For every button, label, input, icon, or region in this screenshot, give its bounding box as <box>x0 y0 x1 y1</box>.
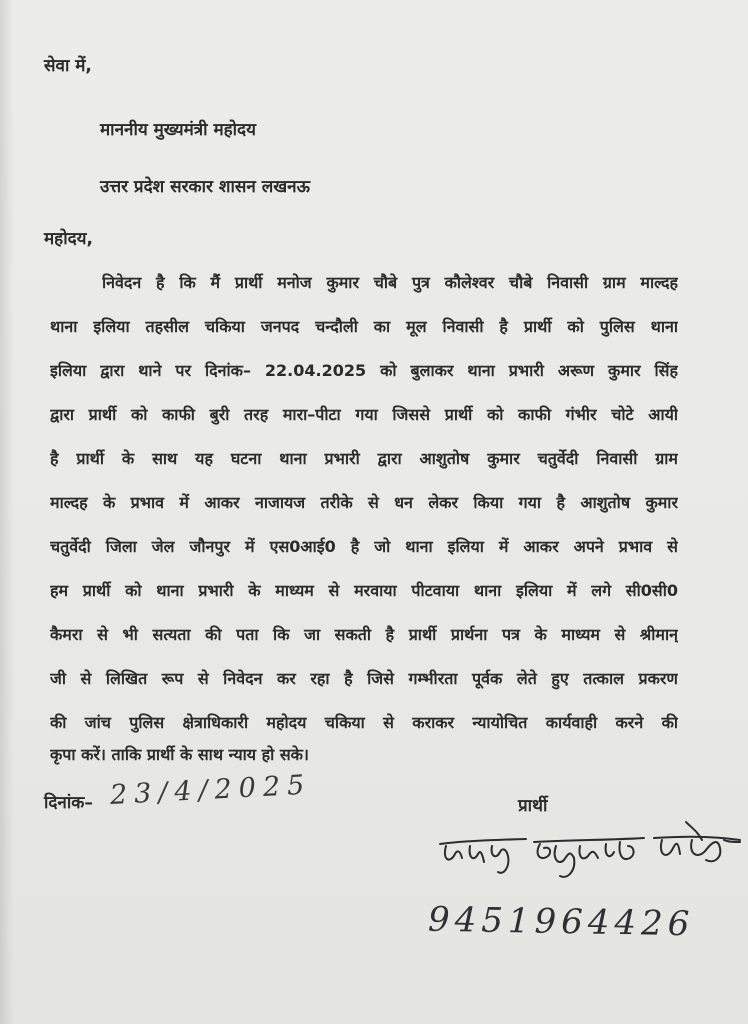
applicant-label: प्रार्थी <box>518 796 548 816</box>
body-line: की जांच पुलिस क्षेत्राधिकारी महोदय चकिया से कराकर न्यायोचित कार्यवाही करने की <box>50 713 678 732</box>
addressee-line-1: माननीय मुख्यमंत्री महोदय <box>100 120 256 140</box>
body-line: इलिया द्वारा थाने पर दिनांक– 22.04.2025 को बुलाकर थाना प्रभारी अरूण कुमार सिंह <box>50 361 678 380</box>
body-line: जी से लिखित रूप से निवेदन कर रहा है जिसे गम्भीरता पूर्वक लेते हुए तत्काल प्रकरण <box>50 669 678 688</box>
body-line: है प्रार्थी के साथ यह घटना थाना प्रभारी द्वारा आशुतोष कुमार चतुर्वेदी निवासी ग्राम <box>50 449 678 468</box>
handwritten-date: 23/4/2025 <box>109 769 312 811</box>
body-line: कैमरा से भी सत्यता की पता कि जा सकती है प्रार्थी प्रार्थना पत्र के माध्यम से श्रीमान् <box>50 625 678 644</box>
body-line: चतुर्वेदी जिला जेल जौनपुर में एस0आई0 है जो थाना इलिया में आकर अपने प्रभाव से <box>50 537 678 556</box>
signature-icon <box>422 810 742 890</box>
body-line: कृपा करें। ताकि प्रार्थी के साथ न्याय हो सके। <box>50 745 309 764</box>
body-line: हम प्रार्थी को थाना प्रभारी के माध्यम से मरवाया पीटवाया थाना इलिया में लगे सी0सी0 <box>50 581 678 600</box>
handwritten-phone-number: 9451964426 <box>427 899 695 945</box>
body-line: थाना इलिया तहसील चकिया जनपद चन्दौली का मूल निवासी है प्रार्थी को पुलिस थाना <box>50 317 678 336</box>
handwritten-signature <box>422 810 742 894</box>
salutation: सेवा में, <box>44 56 92 76</box>
body-line: माल्दह के प्रभाव में आकर नाजायज तरीके से धन लेकर किया गया है आशुतोष कुमार <box>50 493 678 512</box>
date-label: दिनांक– <box>44 793 93 813</box>
body-line: निवेदन है कि मैं प्रार्थी मनोज कुमार चौबे पुत्र कौलेश्वर चौबे निवासी ग्राम माल्दह <box>102 273 678 292</box>
page-edge-shadow <box>0 0 14 1024</box>
addressee-line-2: उत्तर प्रदेश सरकार शासन लखनऊ <box>100 177 310 197</box>
greeting: महोदय, <box>44 229 93 249</box>
body-line: द्वारा प्रार्थी को काफी बुरी तरह मारा–पीटा गया जिससे प्रार्थी को काफी गंभीर चोटे आयी <box>50 405 678 424</box>
signature-text <box>742 810 743 811</box>
